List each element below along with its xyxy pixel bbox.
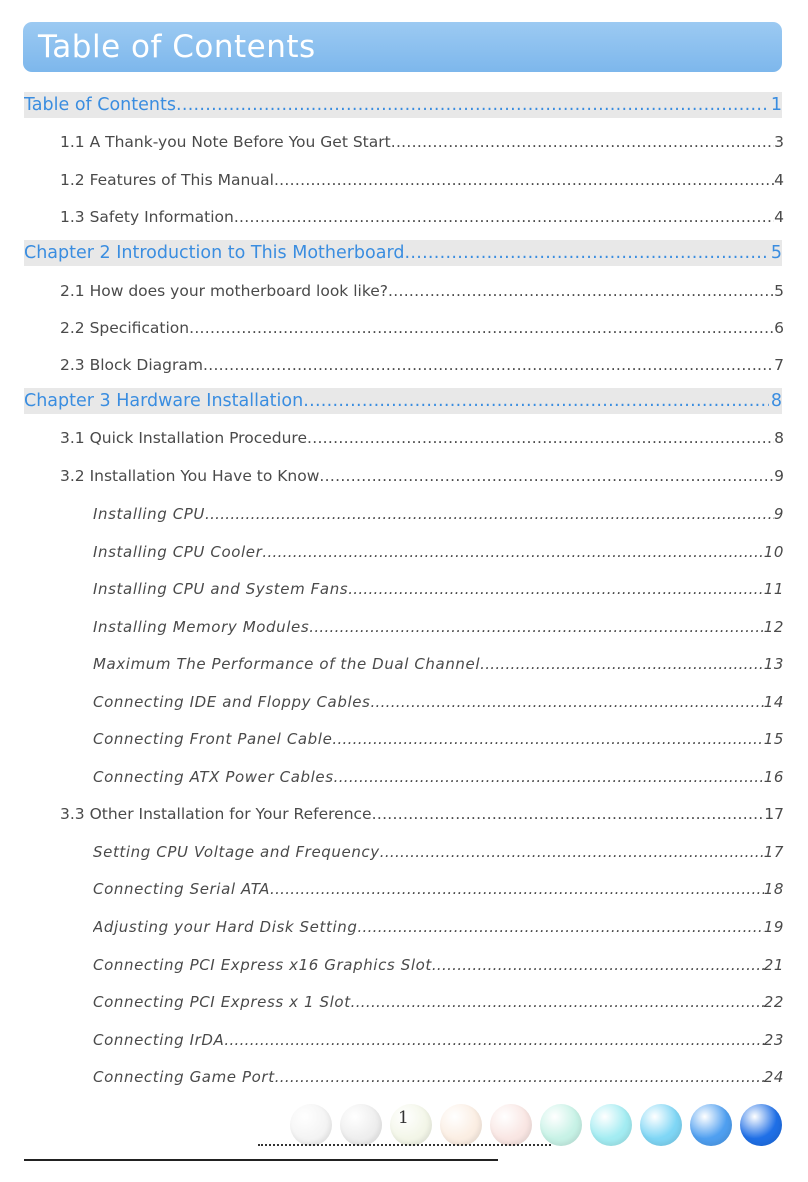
toc-entry-label: Adjusting your Hard Disk Setting bbox=[93, 918, 358, 936]
toc-leader-dots bbox=[203, 354, 774, 376]
toc-entry-label: Connecting IDE and Floppy Cables bbox=[93, 693, 371, 711]
toc-entry-page: 5 bbox=[774, 282, 784, 300]
toc-entry-page: 23 bbox=[763, 1031, 784, 1049]
toc-subsection-entry[interactable] bbox=[93, 653, 784, 675]
toc-entry-label: Installing CPU and System Fans bbox=[93, 580, 349, 598]
toc-leader-dots bbox=[224, 1029, 763, 1051]
bubble-decoration bbox=[540, 1104, 582, 1146]
toc-entry-page: 22 bbox=[763, 993, 784, 1011]
toc-leader-dots bbox=[319, 465, 774, 487]
toc-leader-dots bbox=[189, 317, 774, 339]
toc-entry-page: 6 bbox=[774, 319, 784, 337]
toc-subsection-entry[interactable] bbox=[93, 1029, 784, 1051]
toc-entry-label: Connecting ATX Power Cables bbox=[93, 768, 334, 786]
bubble-decoration bbox=[340, 1104, 382, 1146]
title-banner bbox=[23, 22, 782, 72]
toc-entry-label: 1.3 Safety Information bbox=[60, 208, 234, 226]
toc-entry-label: Connecting Game Port bbox=[93, 1068, 275, 1086]
toc-entry-label: Connecting PCI Express x 1 Slot bbox=[93, 993, 351, 1011]
toc-leader-dots bbox=[391, 131, 774, 153]
bubble-decoration bbox=[690, 1104, 732, 1146]
toc-entry-page: 5 bbox=[770, 243, 782, 263]
toc-leader-dots bbox=[234, 206, 774, 228]
toc-leader-dots bbox=[348, 578, 763, 600]
dotted-rule bbox=[258, 1144, 551, 1146]
toc-section-entry[interactable] bbox=[60, 427, 784, 449]
toc-entry-label: 2.1 How does your motherboard look like? bbox=[60, 282, 389, 300]
toc-entry-page: 8 bbox=[770, 391, 782, 411]
page-title: Table of Contents bbox=[38, 29, 316, 65]
toc-entry-page: 9 bbox=[774, 467, 784, 485]
toc-entry-label: Table of Contents bbox=[24, 95, 176, 115]
toc-entry-page: 7 bbox=[774, 356, 784, 374]
toc-leader-dots bbox=[370, 691, 763, 713]
toc-entry-page: 1 bbox=[770, 95, 782, 115]
toc-leader-dots bbox=[357, 916, 763, 938]
toc-entry-page: 16 bbox=[763, 768, 784, 786]
toc-leader-dots bbox=[303, 388, 769, 414]
bubble-decoration bbox=[590, 1104, 632, 1146]
toc-entry-label: 1.2 Features of This Manual bbox=[60, 171, 274, 189]
toc-entry-page: 9 bbox=[773, 505, 784, 523]
toc-leader-dots bbox=[262, 541, 763, 563]
toc-subsection-entry[interactable] bbox=[93, 578, 784, 600]
toc-subsection-entry[interactable] bbox=[93, 503, 784, 525]
toc-chapter-entry[interactable] bbox=[24, 388, 782, 414]
toc-leader-dots bbox=[404, 240, 768, 266]
toc-leader-dots bbox=[205, 503, 774, 525]
toc-subsection-entry[interactable] bbox=[93, 841, 784, 863]
toc-subsection-entry[interactable] bbox=[93, 766, 784, 788]
toc-leader-dots bbox=[380, 841, 764, 863]
toc-leader-dots bbox=[334, 766, 764, 788]
toc-entry-page: 21 bbox=[763, 956, 784, 974]
toc-leader-dots bbox=[351, 991, 764, 1013]
toc-entry-label: Chapter 2 Introduction to This Motherboard bbox=[24, 243, 405, 263]
toc-entry-label: Installing CPU bbox=[93, 505, 206, 523]
toc-leader-dots bbox=[388, 280, 774, 302]
toc-entry-page: 13 bbox=[763, 655, 784, 673]
toc-entry-label: Setting CPU Voltage and Frequency bbox=[93, 843, 380, 861]
toc-section-entry[interactable] bbox=[60, 206, 784, 228]
toc-chapter-entry[interactable] bbox=[24, 240, 782, 266]
toc-leader-dots bbox=[176, 92, 769, 118]
toc-entry-label: 3.1 Quick Installation Procedure bbox=[60, 429, 307, 447]
toc-entry-label: Connecting IrDA bbox=[93, 1031, 225, 1049]
toc-entry-label: 3.3 Other Installation for Your Reference bbox=[60, 805, 372, 823]
toc-entry-page: 4 bbox=[774, 208, 784, 226]
toc-chapter-entry[interactable] bbox=[24, 92, 782, 118]
toc-entry-label: Connecting PCI Express x16 Graphics Slot bbox=[93, 956, 432, 974]
toc-section-entry[interactable] bbox=[60, 131, 784, 153]
bubble-decoration bbox=[390, 1104, 432, 1146]
bubble-decoration bbox=[290, 1104, 332, 1146]
toc-section-entry[interactable] bbox=[60, 280, 784, 302]
footer-rule bbox=[24, 1159, 498, 1161]
toc-leader-dots bbox=[270, 878, 764, 900]
toc-entry-page: 8 bbox=[774, 429, 784, 447]
toc-entry-page: 17 bbox=[763, 843, 784, 861]
bubble-decoration bbox=[490, 1104, 532, 1146]
toc-entry-page: 4 bbox=[774, 171, 784, 189]
toc-entry-page: 18 bbox=[763, 880, 784, 898]
toc-entry-page: 15 bbox=[763, 730, 784, 748]
toc-leader-dots bbox=[307, 427, 774, 449]
toc-entry-page: 19 bbox=[763, 918, 784, 936]
toc-entry-label: 2.3 Block Diagram bbox=[60, 356, 203, 374]
page-number: 1 bbox=[398, 1108, 409, 1128]
toc-entry-label: Connecting Serial ATA bbox=[93, 880, 271, 898]
toc-entry-page: 14 bbox=[763, 693, 784, 711]
toc-entry-label: Connecting Front Panel Cable bbox=[93, 730, 333, 748]
toc-entry-page: 12 bbox=[763, 618, 784, 636]
toc-entry-label: Maximum The Performance of the Dual Channel bbox=[93, 655, 481, 673]
toc-leader-dots bbox=[275, 1066, 764, 1088]
toc-entry-label: 1.1 A Thank-you Note Before You Get Start bbox=[60, 133, 391, 151]
toc-leader-dots bbox=[332, 728, 763, 750]
bubble-decoration bbox=[640, 1104, 682, 1146]
toc-subsection-entry[interactable] bbox=[93, 616, 784, 638]
toc-entry-page: 24 bbox=[763, 1068, 784, 1086]
toc-subsection-entry[interactable] bbox=[93, 878, 784, 900]
toc-section-entry[interactable] bbox=[60, 803, 784, 825]
toc-section-entry[interactable] bbox=[60, 354, 784, 376]
toc-entry-page: 3 bbox=[774, 133, 784, 151]
decorative-bubbles bbox=[290, 1104, 790, 1148]
toc-subsection-entry[interactable] bbox=[93, 541, 784, 563]
toc-subsection-entry[interactable] bbox=[93, 728, 784, 750]
bubble-decoration bbox=[740, 1104, 782, 1146]
toc-entry-page: 17 bbox=[764, 805, 784, 823]
toc-entry-label: 3.2 Installation You Have to Know bbox=[60, 467, 320, 485]
toc-subsection-entry[interactable] bbox=[93, 991, 784, 1013]
toc-entry-label: Installing CPU Cooler bbox=[93, 543, 263, 561]
toc-subsection-entry[interactable] bbox=[93, 1066, 784, 1088]
toc-leader-dots bbox=[309, 616, 763, 638]
toc-entry-label: 2.2 Specification bbox=[60, 319, 190, 337]
toc-entry-label: Chapter 3 Hardware Installation bbox=[24, 391, 304, 411]
toc-subsection-entry[interactable] bbox=[93, 916, 784, 938]
toc-section-entry[interactable] bbox=[60, 169, 784, 191]
toc-leader-dots bbox=[372, 803, 765, 825]
toc-entry-page: 10 bbox=[763, 543, 784, 561]
toc-entry-page: 11 bbox=[763, 580, 784, 598]
toc-subsection-entry[interactable] bbox=[93, 954, 784, 976]
toc-subsection-entry[interactable] bbox=[93, 691, 784, 713]
toc-section-entry[interactable] bbox=[60, 465, 784, 487]
toc-leader-dots bbox=[274, 169, 774, 191]
toc-leader-dots bbox=[480, 653, 764, 675]
toc-leader-dots bbox=[432, 954, 764, 976]
bubble-decoration bbox=[440, 1104, 482, 1146]
toc-section-entry[interactable] bbox=[60, 317, 784, 339]
toc-entry-label: Installing Memory Modules bbox=[93, 618, 310, 636]
